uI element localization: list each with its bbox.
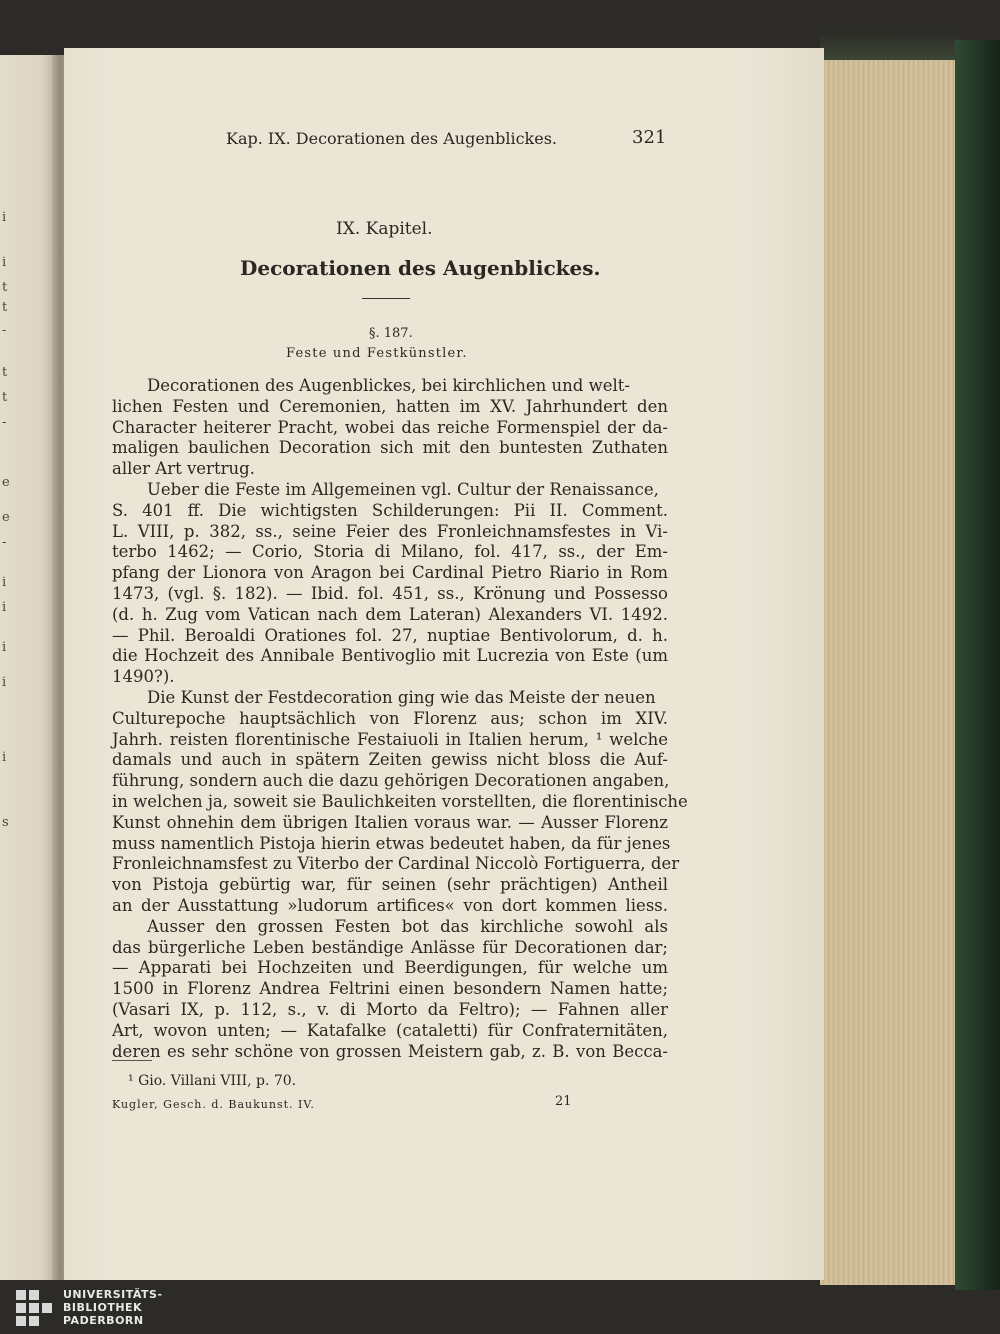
library-logo-icon: [14, 1288, 54, 1328]
section-subtitle: Feste und Festkünstler.: [286, 346, 468, 361]
text-line: Art, wovon unten; — Katafalke (cataletti) für Confraternitäten,: [112, 1020, 668, 1040]
text-line: Character heiterer Pracht, wobei das reiche Formenspiel der da-: [112, 417, 668, 437]
margin-char: -: [2, 415, 7, 430]
left-page: [0, 55, 58, 1280]
margin-char: -: [2, 535, 7, 550]
section-number: §. 187.: [369, 326, 413, 341]
title-rule: [362, 298, 410, 299]
chapter-heading: IX. Kapitel.: [336, 219, 433, 239]
text-line: Ausser den grossen Festen bot das kirchliche sowohl als: [147, 916, 668, 936]
text-line: Die Kunst der Festdecoration ging wie das Meiste der neuen: [147, 687, 656, 707]
text-line: damals und auch in spätern Zeiten gewiss nicht bloss die Auf-: [112, 750, 668, 770]
text-line: die Hochzeit des Annibale Bentivoglio mit Lucrezia von Este (um: [112, 646, 668, 666]
page-edges: [820, 60, 960, 1285]
text-line: von Pistoja gebürtig war, für seinen (sehr prächtigen) Antheil: [112, 875, 668, 895]
signature-number: 21: [555, 1094, 572, 1109]
text-line: — Apparati bei Hochzeiten und Beerdigungen, für welche um: [112, 958, 668, 978]
chapter-title: Decorationen des Augenblickes.: [240, 256, 601, 280]
text-line: Decorationen des Augenblickes, bei kirchlichen und welt-: [147, 376, 630, 395]
text-line: lichen Festen und Ceremonien, hatten im XV. Jahrhundert den: [112, 396, 668, 416]
margin-char: t: [2, 280, 8, 295]
text-line: aller Art vertrug.: [112, 459, 255, 479]
running-head: Kap. IX. Decorationen des Augenblickes.: [226, 129, 557, 148]
margin-char: i: [2, 575, 7, 590]
text-line: terbo 1462; — Corio, Storia di Milano, fol. 417, ss., der Em-: [112, 542, 668, 562]
text-line: Jahrh. reisten florentinische Festaiuoli in Italien herum, ¹ welche: [112, 729, 668, 749]
library-logo-line2: BIBLIOTHEK: [63, 1301, 143, 1314]
text-line: in welchen ja, soweit sie Baulichkeiten vorstellten, die florentinische: [112, 791, 688, 811]
margin-char: i: [2, 640, 7, 655]
text-line: pfang der Lionora von Aragon bei Cardinal Pietro Riario in Rom: [112, 563, 668, 583]
margin-char: i: [2, 600, 7, 615]
text-line: S. 401 ff. Die wichtigsten Schilderungen: Pii II. Comment.: [112, 500, 668, 520]
margin-char: t: [2, 390, 8, 405]
margin-char: i: [2, 255, 7, 270]
text-line: führung, sondern auch die dazu gehörigen Decorationen angaben,: [112, 771, 670, 791]
footnote-rule: [112, 1060, 152, 1061]
left-page-margin-chars: [0, 55, 14, 1280]
text-line: an der Ausstattung »ludorum artifices« von dort kommen liess.: [112, 895, 668, 915]
margin-char: s: [2, 815, 9, 830]
margin-char: i: [2, 750, 7, 765]
margin-char: i: [2, 210, 7, 225]
library-logo-line1: UNIVERSITÄTS-: [63, 1288, 163, 1301]
margin-char: e: [2, 510, 10, 525]
margin-char: -: [2, 323, 7, 338]
text-line: 1500 in Florenz Andrea Feltrini einen besondern Namen hatte;: [112, 979, 668, 999]
printer-signature: Kugler, Gesch. d. Baukunst. IV.: [112, 1098, 315, 1111]
text-line: 1490?).: [112, 667, 175, 687]
text-line: Culturepoche hauptsächlich von Florenz aus; schon im XIV.: [112, 708, 668, 728]
margin-char: e: [2, 475, 10, 490]
text-line: deren es sehr schöne von grossen Meistern gab, z. B. von Becca-: [112, 1041, 668, 1061]
text-line: — Phil. Beroaldi Orationes fol. 27, nuptiae Bentivolorum, d. h.: [112, 625, 668, 645]
library-logo-line3: PADERBORN: [63, 1314, 144, 1327]
margin-char: t: [2, 365, 8, 380]
body-text: [112, 376, 688, 1062]
text-line: maligen baulichen Decoration sich mit den buntesten Zuthaten: [112, 438, 668, 458]
text-line: Kunst ohnehin dem übrigen Italien voraus war. — Ausser Florenz: [112, 812, 668, 832]
book-cover-right: [955, 40, 1000, 1290]
library-logo: [8, 1280, 268, 1334]
page-number: 321: [632, 127, 667, 148]
text-line: muss namentlich Pistoja hierin etwas bedeutet haben, da für jenes: [112, 833, 671, 853]
text-line: L. VIII, p. 382, ss., seine Feier des Fronleichnamsfestes in Vi-: [112, 521, 668, 541]
book-cover-top: [820, 30, 960, 64]
library-logo-text: [63, 1288, 163, 1327]
text-line: (Vasari IX, p. 112, s., v. di Morto da Feltro); — Fahnen aller: [112, 999, 668, 1019]
text-line: das bürgerliche Leben beständige Anlässe für Decorationen dar;: [112, 937, 668, 957]
text-line: 1473, (vgl. §. 182). — Ibid. fol. 451, ss., Krönung und Possesso: [112, 583, 668, 603]
text-line: Ueber die Feste im Allgemeinen vgl. Cultur der Renaissance,: [147, 479, 659, 499]
margin-char: i: [2, 675, 7, 690]
text-line: Fronleichnamsfest zu Viterbo der Cardinal Niccolò Fortiguerra, der: [112, 854, 680, 874]
text-line: (d. h. Zug vom Vatican nach dem Lateran) Alexanders VI. 1492.: [112, 604, 668, 624]
margin-char: t: [2, 300, 8, 315]
footnote: ¹ Gio. Villani VIII, p. 70.: [128, 1073, 297, 1089]
